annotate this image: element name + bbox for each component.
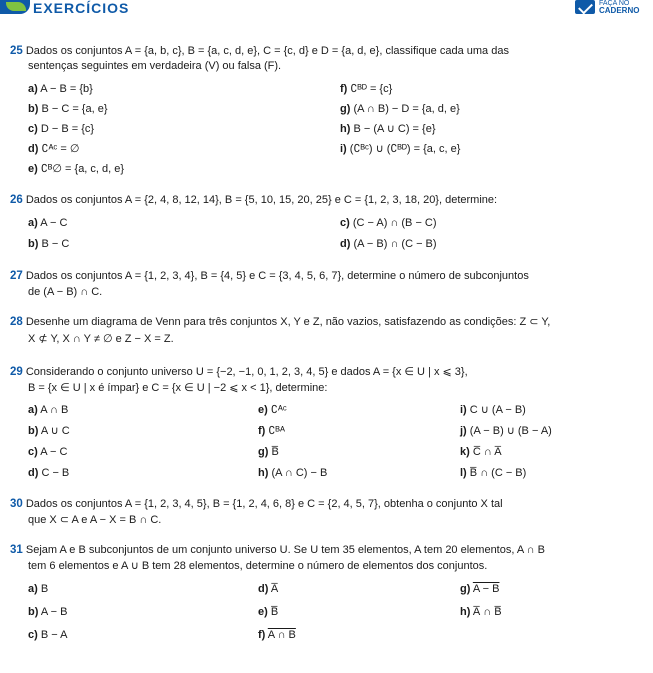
q26-item-b: b) B − C xyxy=(28,238,70,250)
page-title: EXERCÍCIOS xyxy=(33,0,130,16)
q29-item-e: e) ∁ᴬᶜ xyxy=(258,404,287,416)
q29-text2: B = {x ∈ U | x é ímpar} e C = {x ∈ U | −2 ⩽ x < 1}, determine: xyxy=(28,382,328,394)
q25-intro xyxy=(10,45,509,58)
q29-number: 29 xyxy=(10,366,23,378)
q25-text2: sentenças seguintes em verdadeira (V) ou falsa (F). xyxy=(28,60,282,72)
q28-intro xyxy=(10,316,550,329)
q29-item-c: c) A − C xyxy=(28,446,68,458)
q31-item-h: h) A̅ ∩ B̅ xyxy=(460,606,502,618)
q31-intro xyxy=(10,544,545,557)
q26-item-c: c) (C − A) ∩ (B − C) xyxy=(340,217,437,229)
q31-text2: tem 6 elementos e A ∪ B tem 28 elementos, determine o número de elementos dos conjuntos. xyxy=(28,560,488,572)
q29-item-i: i) C ∪ (A − B) xyxy=(460,404,526,416)
header-bar xyxy=(0,0,30,14)
q29-item-a: a) A ∩ B xyxy=(28,404,69,416)
q26-intro xyxy=(10,194,497,207)
q31-item-b: b) A − B xyxy=(28,606,68,618)
q29-item-j: j) (A − B) ∪ (B − A) xyxy=(460,425,552,437)
q31-item-d: d) A̅ xyxy=(258,583,279,595)
q31-item-a: a) B xyxy=(28,583,49,595)
q28-number: 28 xyxy=(10,316,23,328)
q26-number: 26 xyxy=(10,194,23,206)
q25-item-g: g) (A ∩ B) − D = {a, d, e} xyxy=(340,103,460,115)
q25-item-c: c) D − B = {c} xyxy=(28,123,95,135)
q26-text: Dados os conjuntos A = {2, 4, 8, 12, 14}, B = {5, 10, 15, 20, 25} e C = {1, 2, 3, 18, 20}, determine: xyxy=(25,194,498,206)
q29-item-h: h) (A ∩ C) − B xyxy=(258,467,328,479)
q29-item-g: g) B̅ xyxy=(258,446,279,458)
q29-item-f: f) ∁ᴮᴬ xyxy=(258,425,285,437)
q29-item-d: d) C − B xyxy=(28,467,70,479)
q25-item-h: h) B − (A ∪ C) = {e} xyxy=(340,123,436,135)
q28-text2: X ⊄ Y, X ∩ Y ≠ ∅ e Z − X = Z. xyxy=(28,333,174,345)
q31-item-f: f) A ∩ B xyxy=(258,629,296,641)
q31-item-e: e) B̅ xyxy=(258,606,279,618)
q25-item-e: e) ∁ᴮ∅ = {a, c, d, e} xyxy=(28,163,125,175)
q31-item-c: c) B − A xyxy=(28,629,68,641)
q25-text1: Dados os conjuntos A = {a, b, c}, B = {a, c, d, e}, C = {c, d} e D = {a, d, e}, classifique cada uma das xyxy=(25,45,509,57)
q29-item-l: l) B̅ ∩ (C − B) xyxy=(460,467,527,479)
q31-text1: Sejam A e B subconjuntos de um conjunto universo U. Se U tem 35 elementos, A tem 20 elementos, A ∩ B xyxy=(25,544,545,556)
q29-text1: Considerando o conjunto universo U = {−2, −1, 0, 1, 2, 3, 4, 5} e dados A = {x ∈ U | x ⩽ 3}, xyxy=(25,366,468,378)
q28-text1: Desenhe um diagrama de Venn para três conjuntos X, Y e Z, não vazios, satisfazendo as condições: Z ⊂ Y, xyxy=(25,316,551,328)
q26-item-a: a) A − C xyxy=(28,217,68,229)
q25-item-d: d) ∁ᴬᶜ = ∅ xyxy=(28,143,80,155)
q27-number: 27 xyxy=(10,270,23,282)
q30-intro xyxy=(10,498,503,511)
q29-item-k: k) C̅ ∩ A̅ xyxy=(460,446,502,458)
notebook-icon xyxy=(575,0,595,14)
q31-item-g: g) A − B xyxy=(460,583,500,595)
leaf-icon xyxy=(6,2,26,11)
q27-intro xyxy=(10,270,529,283)
header xyxy=(0,0,653,20)
q25-number: 25 xyxy=(10,45,23,57)
q25-item-i: i) (∁ᴮᶜ) ∪ (∁ᴮᴰ) = {a, c, e} xyxy=(340,143,461,155)
q30-number: 30 xyxy=(10,498,23,510)
q27-text2: de (A − B) ∩ C. xyxy=(28,286,103,298)
q30-text2: que X ⊂ A e A − X = B ∩ C. xyxy=(28,514,162,526)
q25-item-f: f) ∁ᴮᴰ = {c} xyxy=(340,83,393,95)
q25-item-b: b) B − C = {a, e} xyxy=(28,103,108,115)
q25-item-a: a) A − B = {b} xyxy=(28,83,93,95)
badge-line2: CADERNO xyxy=(599,6,640,15)
q27-text1: Dados os conjuntos A = {1, 2, 3, 4}, B = {4, 5} e C = {3, 4, 5, 6, 7}, determine o número de subconjuntos xyxy=(25,270,529,282)
q26-item-d: d) (A − B) ∩ (C − B) xyxy=(340,238,437,250)
q30-text1: Dados os conjuntos A = {1, 2, 3, 4, 5}, B = {1, 2, 4, 6, 8} e C = {2, 4, 5, 7}, obtenha o conjunto X tal xyxy=(25,498,503,510)
q29-intro xyxy=(10,366,468,379)
q31-number: 31 xyxy=(10,544,23,556)
q29-item-b: b) A ∪ C xyxy=(28,425,70,437)
badge-line1: FAÇA NO xyxy=(599,0,630,7)
